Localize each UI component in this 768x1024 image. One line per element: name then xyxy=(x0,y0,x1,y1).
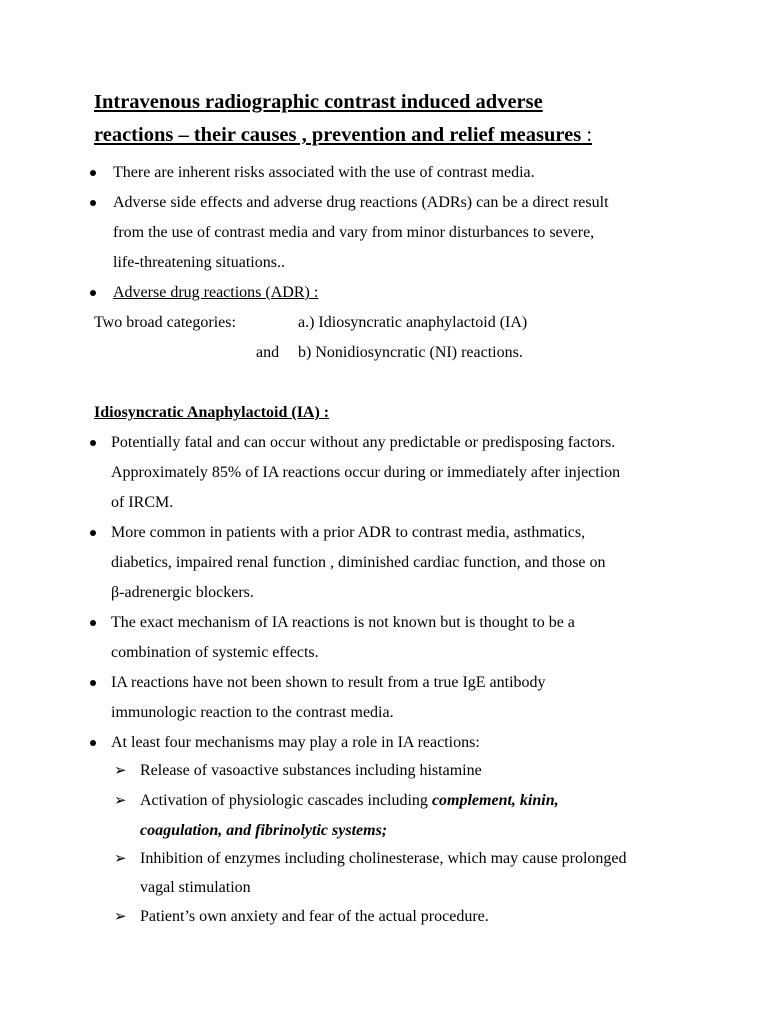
mechanism-2-line-1 xyxy=(140,786,559,816)
category-b: b) Nonidiosyncratic (NI) reactions. xyxy=(298,344,523,361)
adr-subheading: Adverse drug reactions (ADR) : xyxy=(113,284,319,301)
arrow-bullet-icon: ➢ xyxy=(114,763,127,779)
categories-label: Two broad categories: xyxy=(94,314,236,331)
ia-bullet-2-line-1: More common in patients with a prior ADR to contrast media, asthmatics, xyxy=(111,524,586,541)
title-colon: : xyxy=(581,124,593,146)
ia-bullet-4-line-1: IA reactions have not been shown to result from a true IgE antibody xyxy=(111,674,546,691)
title-line-2 xyxy=(94,119,734,152)
ia-bullet-1-line-3: of IRCM. xyxy=(111,494,174,511)
title-line-2-text: reactions – their causes , prevention and relief measures xyxy=(94,124,582,146)
mechanism-1: Release of vasoactive substances including histamine xyxy=(140,762,482,779)
document-title xyxy=(94,86,734,152)
bullet-dot-icon xyxy=(90,680,96,686)
ia-bullet-4-line-2: immunologic reaction to the contrast media. xyxy=(111,704,394,721)
arrow-bullet-icon: ➢ xyxy=(114,909,127,925)
ia-bullet-2-line-3: β-adrenergic blockers. xyxy=(111,584,254,601)
arrow-bullet-icon: ➢ xyxy=(114,793,127,809)
arrow-bullet-icon: ➢ xyxy=(114,851,127,867)
intro-bullet-2-line-1: Adverse side effects and adverse drug reactions (ADRs) can be a direct result xyxy=(113,194,609,211)
ia-bullet-3-line-1: The exact mechanism of IA reactions is not known but is thought to be a xyxy=(111,614,575,631)
bullet-dot-icon xyxy=(90,200,96,206)
category-a: a.) Idiosyncratic anaphylactoid (IA) xyxy=(298,314,528,331)
bullet-dot-icon xyxy=(90,290,96,296)
bullet-dot-icon xyxy=(90,440,96,446)
bullet-dot-icon xyxy=(90,740,96,746)
intro-bullet-2-line-2: from the use of contrast media and vary from minor disturbances to severe, xyxy=(113,224,595,241)
ia-bullet-1-line-2: Approximately 85% of IA reactions occur during or immediately after injection xyxy=(111,464,621,481)
mechanism-4: Patient’s own anxiety and fear of the actual procedure. xyxy=(140,908,489,925)
intro-bullet-2-line-3: life-threatening situations.. xyxy=(113,254,285,271)
mechanism-2-line-2: coagulation, and fibrinolytic systems; xyxy=(140,822,388,839)
ia-section-heading: Idiosyncratic Anaphylactoid (IA) : xyxy=(94,404,330,421)
mechanism-2-text: Activation of physiologic cascades including xyxy=(140,792,432,809)
title-line-1: Intravenous radiographic contrast induced adverse xyxy=(94,91,543,113)
mechanism-3-line-1: Inhibition of enzymes including cholinesterase, which may cause prolonged xyxy=(140,850,627,867)
intro-bullet-1: There are inherent risks associated with the use of contrast media. xyxy=(113,164,535,181)
ia-bullet-2-line-2: diabetics, impaired renal function , diminished cardiac function, and those on xyxy=(111,554,606,571)
bullet-dot-icon xyxy=(90,530,96,536)
bullet-dot-icon xyxy=(90,170,96,176)
bullet-dot-icon xyxy=(90,620,96,626)
mechanism-2-emphasis: complement, kinin, xyxy=(431,792,559,809)
ia-bullet-1-line-1: Potentially fatal and can occur without any predictable or predisposing factors. xyxy=(111,434,616,451)
mechanism-3-line-2: vagal stimulation xyxy=(140,879,251,896)
ia-bullet-3-line-2: combination of systemic effects. xyxy=(111,644,319,661)
ia-bullet-5: At least four mechanisms may play a role in IA reactions: xyxy=(111,734,480,751)
and-word: and xyxy=(256,344,280,361)
